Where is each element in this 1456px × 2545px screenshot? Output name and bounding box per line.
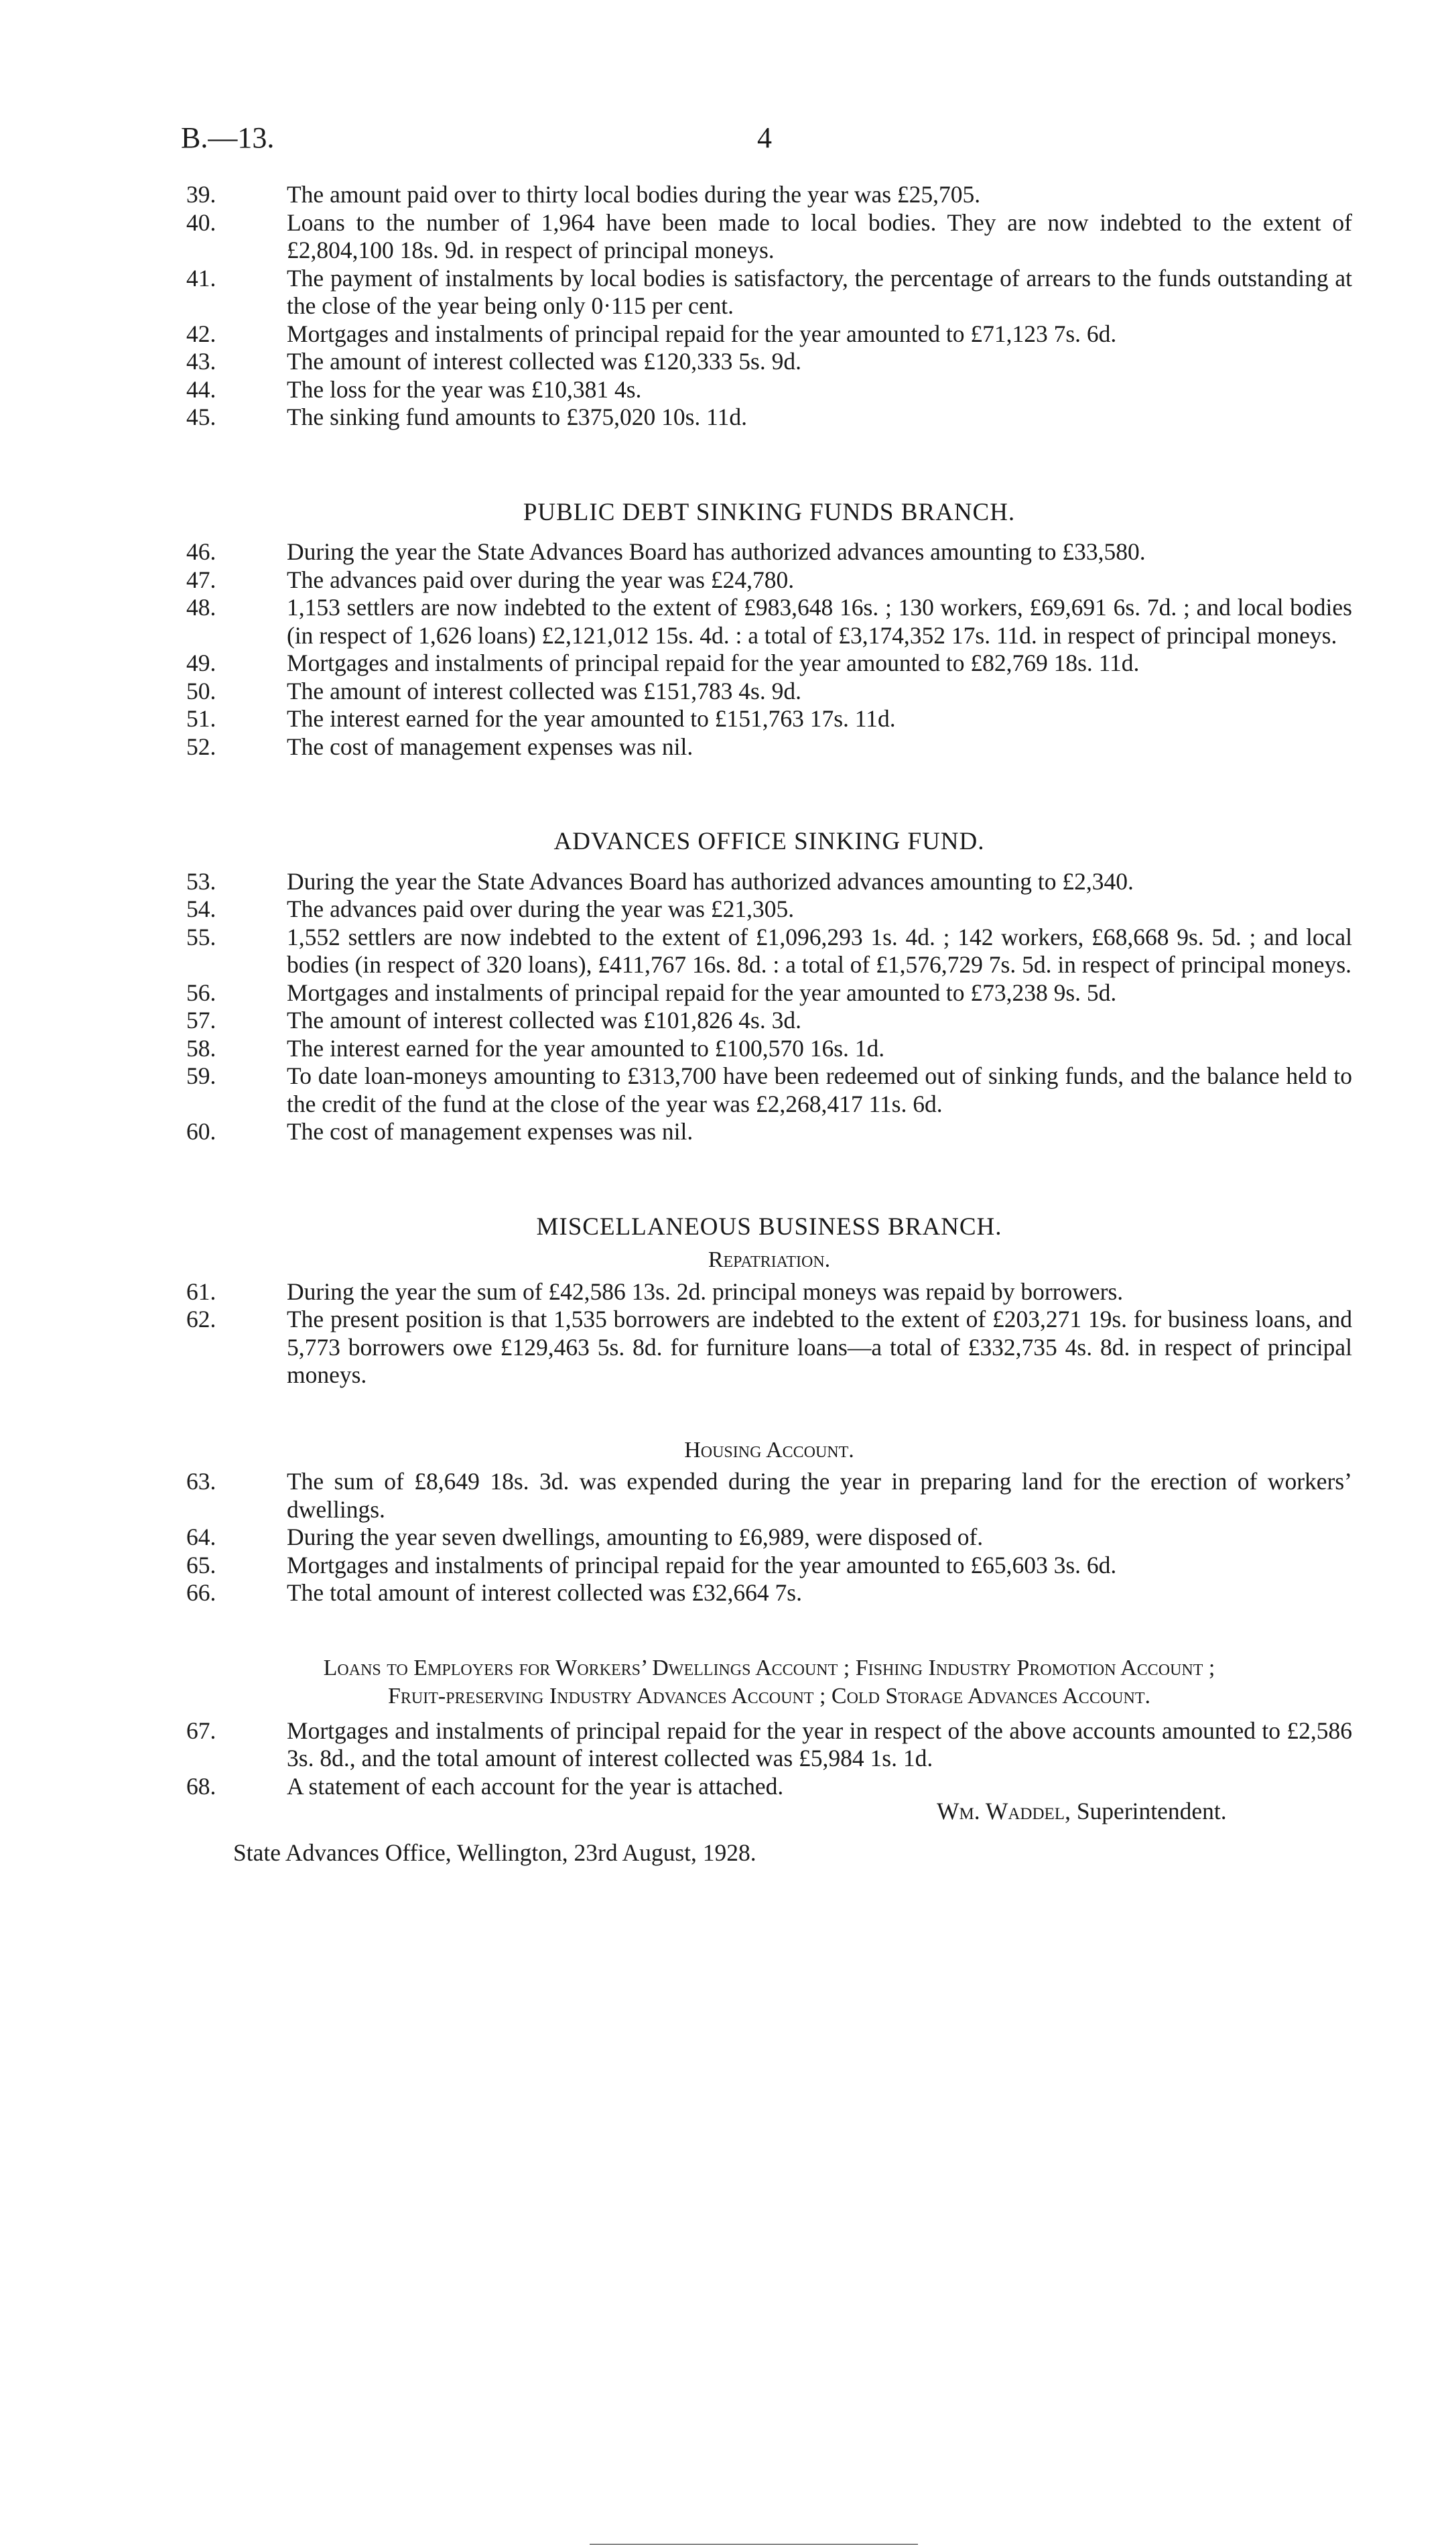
paragraph-number: 56. bbox=[186, 979, 216, 1006]
paragraph-text: During the year seven dwellings, amounting to £6,989, were disposed of. bbox=[287, 1524, 984, 1550]
paragraph-text: The payment of instalments by local bodies is satisfactory, the percentage of arrears to the funds outstanding at the close of the year being only 0·115 per cent. bbox=[287, 264, 1352, 319]
paragraph-number: 68. bbox=[186, 1772, 216, 1800]
paragraph-text: The total amount of interest collected was £32,664 7s. bbox=[287, 1579, 802, 1606]
paragraph bbox=[186, 1579, 1352, 1607]
paragraph-text: During the year the State Advances Board has authorized advances amounting to £2,340. bbox=[287, 867, 1134, 895]
paragraph-text: 1,153 settlers are now indebted to the extent of £983,648 16s. ; 130 workers, £69,691 6s. 7d. ; and local bodies (in respect of 1,626 loans) £2,121,012 15s. 4d. : a total of £3,174,352 17s. 11d. in respect of principal moneys. bbox=[287, 594, 1352, 649]
paragraph-number: 55. bbox=[186, 923, 216, 950]
paragraph bbox=[186, 1278, 1352, 1306]
paragraph-text: 1,552 settlers are now indebted to the extent of £1,096,293 1s. 4d. ; 142 workers, £68,668 9s. 5d. ; and local bodies (in respect of 320 loans), £411,767 16s. 8d. : a total of £1,576,729 7s. 5d. in respect of principal moneys. bbox=[287, 923, 1352, 978]
paragraph bbox=[186, 649, 1352, 678]
paragraph-number: 61. bbox=[186, 1278, 216, 1305]
paragraph-text: Mortgages and instalments of principal repaid for the year amounted to £82,769 18s. 11d. bbox=[287, 649, 1140, 676]
list-other-accounts bbox=[186, 1717, 1352, 1801]
paragraph-number: 47. bbox=[186, 566, 216, 593]
paragraph-number: 45. bbox=[186, 404, 216, 430]
paragraph bbox=[186, 1062, 1352, 1118]
paragraph-number: 63. bbox=[186, 1468, 216, 1495]
paragraph bbox=[186, 895, 1352, 924]
paragraph bbox=[186, 376, 1352, 404]
paragraph-number: 52. bbox=[186, 733, 216, 760]
paragraph bbox=[186, 1524, 1352, 1552]
paragraph-text: A statement of each account for the year is attached. bbox=[287, 1772, 784, 1800]
paragraph-text: During the year the State Advances Board has authorized advances amounting to £33,580. bbox=[287, 538, 1146, 565]
paragraph-text: The advances paid over during the year was £24,780. bbox=[287, 566, 795, 593]
paragraph bbox=[186, 1468, 1352, 1524]
paragraph bbox=[186, 181, 1352, 209]
paragraph-number: 44. bbox=[186, 375, 216, 403]
paragraph-text: The cost of management expenses was nil. bbox=[287, 1118, 693, 1145]
paragraph-text: Mortgages and instalments of principal repaid for the year amounted to £71,123 7s. 6d. bbox=[287, 320, 1117, 347]
paragraph-text: Loans to the number of 1,964 have been made to local bodies. They are now indebted to the extent of £2,804,100 18s. 9d. in respect of principal moneys. bbox=[287, 208, 1352, 263]
paragraph bbox=[186, 1007, 1352, 1035]
subheading-repatriation: Repatriation. bbox=[708, 1247, 831, 1272]
place-and-date: State Advances Office, Wellington, 23rd August, 1928. bbox=[233, 1839, 756, 1866]
section-heading-public-debt: PUBLIC DEBT SINKING FUNDS BRANCH. bbox=[523, 498, 1016, 526]
paragraph bbox=[186, 1773, 1352, 1801]
list-repatriation bbox=[186, 1278, 1352, 1389]
paragraph-text: The present position is that 1,535 borrowers are indebted to the extent of £203,271 19s. for business loans, and 5,773 borrowers owe £129,463 5s. 8d. for furniture loans—a total of £332,735 4s. 8d. in respect of principal moneys. bbox=[287, 1306, 1352, 1388]
signatory-title: , Superintendent. bbox=[1065, 1798, 1227, 1824]
paragraph bbox=[186, 320, 1352, 349]
paragraph-number: 40. bbox=[186, 208, 216, 236]
paragraph-number: 39. bbox=[186, 181, 216, 208]
paragraph-number: 42. bbox=[186, 320, 216, 347]
paragraph bbox=[186, 924, 1352, 979]
paragraph-text: To date loan-moneys amounting to £313,700 have been redeemed out of sinking funds, and the balance held to the credit of the fund at the close of the year was £2,268,417 11s. 6d. bbox=[287, 1062, 1352, 1117]
paragraph-number: 53. bbox=[186, 867, 216, 895]
paragraph bbox=[186, 979, 1352, 1007]
paragraph bbox=[186, 678, 1352, 706]
paragraph-text: The amount paid over to thirty local bodies during the year was £25,705. bbox=[287, 181, 981, 208]
paragraph-text: The sinking fund amounts to £375,020 10s. 11d. bbox=[287, 404, 747, 430]
list-housing bbox=[186, 1468, 1352, 1607]
paragraph bbox=[186, 538, 1352, 566]
paragraph bbox=[186, 1552, 1352, 1580]
paragraph bbox=[186, 733, 1352, 761]
paragraph-text: Mortgages and instalments of principal repaid for the year amounted to £65,603 3s. 6d. bbox=[287, 1551, 1117, 1578]
list-local-bodies bbox=[186, 181, 1352, 432]
paragraph bbox=[186, 1118, 1352, 1146]
paragraph bbox=[186, 566, 1352, 595]
paragraph bbox=[186, 1306, 1352, 1389]
paragraph-number: 64. bbox=[186, 1524, 216, 1550]
paragraph-text: The sum of £8,649 18s. 3d. was expended during the year in preparing land for the erection of workers’ dwellings. bbox=[287, 1468, 1352, 1523]
list-advances-office bbox=[186, 868, 1352, 1146]
paragraph-number: 58. bbox=[186, 1034, 216, 1062]
paragraph bbox=[186, 1717, 1352, 1773]
paragraph-text: The interest earned for the year amounted to £151,763 17s. 11d. bbox=[287, 705, 896, 732]
section-heading-advances-office: ADVANCES OFFICE SINKING FUND. bbox=[553, 828, 985, 855]
paragraph bbox=[186, 404, 1352, 432]
paragraph-number: 51. bbox=[186, 705, 216, 732]
paragraph bbox=[186, 265, 1352, 320]
paragraph-number: 62. bbox=[186, 1306, 216, 1332]
paragraph-number: 59. bbox=[186, 1062, 216, 1089]
paragraph-text: The amount of interest collected was £151,783 4s. 9d. bbox=[287, 677, 801, 704]
paragraph-text: Mortgages and instalments of principal repaid for the year in respect of the above accounts amounted to £2,586 3s. 8d., and the total amount of interest collected was £5,984 1s. 1d. bbox=[287, 1717, 1352, 1772]
paragraph-number: 57. bbox=[186, 1007, 216, 1034]
paragraph-text: The advances paid over during the year was £21,305. bbox=[287, 895, 795, 922]
paragraph bbox=[186, 868, 1352, 896]
paragraph-number: 41. bbox=[186, 264, 216, 292]
paragraph-number: 49. bbox=[186, 649, 216, 676]
subheading-loans-accounts-line1: Loans to Employers for Workers’ Dwellings Account ; Fishing Industry Promotion Account ; bbox=[323, 1655, 1215, 1680]
signature-block bbox=[186, 1798, 1352, 1826]
body-text bbox=[186, 181, 1352, 1867]
paragraph-text: The interest earned for the year amounted to £100,570 16s. 1d. bbox=[287, 1034, 885, 1062]
paragraph-text: The cost of management expenses was nil. bbox=[287, 733, 693, 760]
paragraph bbox=[186, 1035, 1352, 1063]
paragraph bbox=[186, 348, 1352, 376]
paragraph-text: The amount of interest collected was £101,826 4s. 3d. bbox=[287, 1007, 801, 1034]
paragraph-text: The loss for the year was £10,381 4s. bbox=[287, 375, 642, 403]
signatory-name: Wm. Waddel bbox=[937, 1798, 1065, 1824]
paragraph-number: 43. bbox=[186, 348, 216, 375]
paragraph bbox=[186, 209, 1352, 265]
paragraph-number: 48. bbox=[186, 594, 216, 621]
paragraph-text: During the year the sum of £42,586 13s. 2d. principal moneys was repaid by borrowers. bbox=[287, 1278, 1124, 1305]
paragraph-text: The amount of interest collected was £120,333 5s. 9d. bbox=[287, 348, 801, 375]
paragraph-number: 66. bbox=[186, 1579, 216, 1606]
subheading-housing-account: Housing Account. bbox=[684, 1437, 854, 1463]
page-reference: B.—13. bbox=[181, 121, 275, 154]
page-number: 4 bbox=[757, 121, 772, 154]
section-heading-miscellaneous: MISCELLANEOUS BUSINESS BRANCH. bbox=[536, 1213, 1002, 1241]
paragraph-text: Mortgages and instalments of principal repaid for the year amounted to £73,238 9s. 5d. bbox=[287, 979, 1117, 1006]
paragraph bbox=[186, 705, 1352, 733]
paragraph-number: 50. bbox=[186, 677, 216, 704]
list-public-debt bbox=[186, 538, 1352, 761]
subheading-loans-accounts-line2: Fruit-preserving Industry Advances Account ; Cold Storage Advances Account. bbox=[388, 1683, 1150, 1709]
paragraph-number: 67. bbox=[186, 1717, 216, 1744]
paragraph-number: 46. bbox=[186, 538, 216, 565]
paragraph-number: 60. bbox=[186, 1118, 216, 1145]
paragraph bbox=[186, 594, 1352, 649]
paragraph-number: 65. bbox=[186, 1551, 216, 1578]
paragraph-number: 54. bbox=[186, 895, 216, 922]
